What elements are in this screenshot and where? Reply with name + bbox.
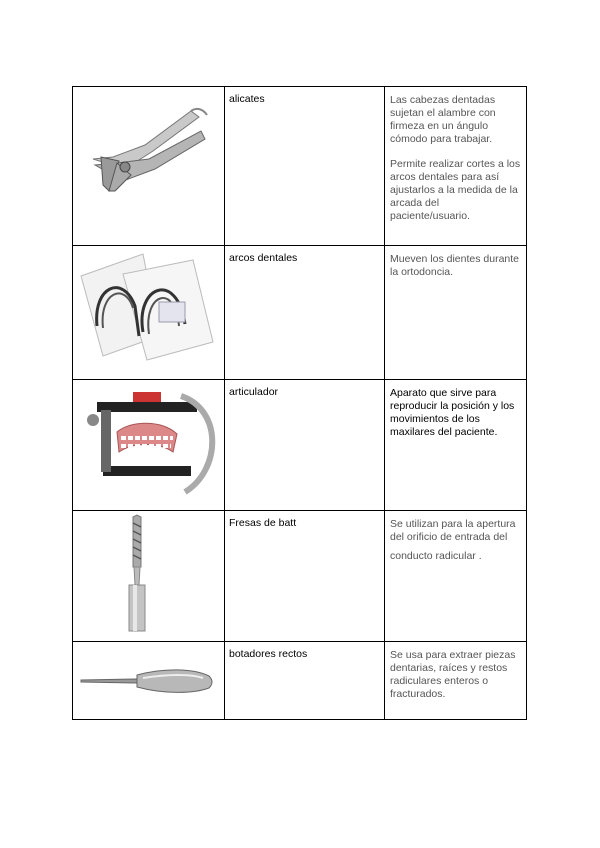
instrument-name: Fresas de batt bbox=[225, 511, 385, 642]
table-row bbox=[73, 380, 527, 511]
image-cell bbox=[73, 87, 225, 246]
description-paragraph: Las cabezas dentadas sujetan el alambre con firmeza en un ángulo cómodo para trabajar. bbox=[390, 94, 496, 145]
articulator-icon bbox=[73, 380, 224, 510]
description-paragraph: conducto radicular . bbox=[390, 550, 482, 562]
instrument-description bbox=[385, 87, 527, 246]
table-row bbox=[73, 87, 527, 246]
description-paragraph: Permite realizar cortes a los arcos dentales para así ajustarlos a la medida de la arcada del paciente/usuario. bbox=[390, 158, 521, 222]
instrument-name: articulador bbox=[225, 380, 385, 511]
instrument-description bbox=[385, 642, 527, 720]
table-row bbox=[73, 511, 527, 642]
description-paragraph: Mueven los dientes durante la ortodoncia. bbox=[390, 253, 519, 278]
image-cell bbox=[73, 246, 225, 380]
table-row bbox=[73, 642, 527, 720]
description-paragraph: Se usa para extraer piezas dentarias, raíces y restos radiculares enteros o fracturados. bbox=[390, 649, 516, 700]
instrument-description bbox=[385, 246, 527, 380]
instrument-description bbox=[385, 380, 527, 511]
image-cell bbox=[73, 642, 225, 720]
description-paragraph: Se utilizan para la apertura del orificio de entrada del bbox=[390, 518, 516, 543]
straight-elevator-icon bbox=[73, 642, 224, 719]
table-row bbox=[73, 246, 527, 380]
dental-arch-wires-icon bbox=[73, 246, 224, 379]
instrument-name: alicates bbox=[225, 87, 385, 246]
pliers-icon bbox=[73, 87, 224, 245]
image-cell bbox=[73, 380, 225, 511]
batt-bur-icon bbox=[73, 511, 224, 641]
instruments-table bbox=[72, 86, 527, 720]
instrument-name: arcos dentales bbox=[225, 246, 385, 380]
instrument-description bbox=[385, 511, 527, 642]
instrument-name: botadores rectos bbox=[225, 642, 385, 720]
image-cell bbox=[73, 511, 225, 642]
description-paragraph: Aparato que sirve para reproducir la posición y los movimientos de los maxilares del paciente. bbox=[390, 387, 515, 438]
